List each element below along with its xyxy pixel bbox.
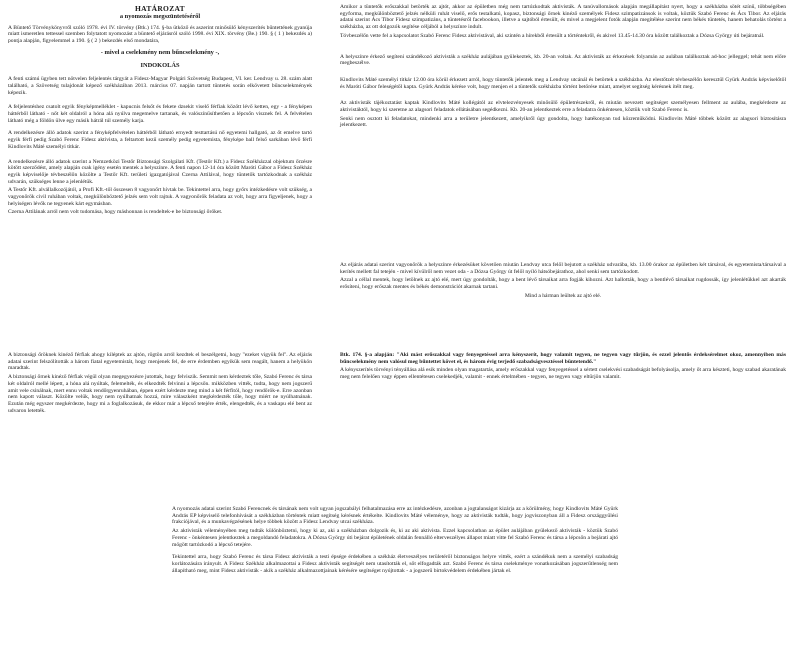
paragraph: A rendelkezésre álló adatok szerint a Nemzetközi Testőr Biztonsági Szolgálati Kft. (Testőr Kft.) a Fidesz Székházzal objektum őrzésre kötött szerződést, amely alapján csak igény esetén mentek a helyszínre. A fenti napon 12-14 óra között Maróti Gábor a Fidesz Székház egyik képviselője tévbeszélőn közölte a Testőr Kft. területi igazgatójával Czerna Attilával, hogy tüntetők tartózkodnak a székház udvarán, szükséges lenne a jelenlétük.	[8, 158, 312, 185]
paragraph: Senki nem osztott ki feladatokat, mindenki arra a területre jelentkezett, amelyikről úgy gondolta, hogy hatékonyan tud közreműködni. Kindlovits Máté többek között az alagsori biztosításra jelentkezett.	[340, 115, 786, 129]
left-mid-block	[8, 352, 312, 416]
decision-ground: - mivel a cselekmény nem bűncselekmény -,	[100, 48, 220, 56]
decision-intro: A Büntető Törvénykönyvről szóló 1978. évi IV. törvény (Btk.) 174. §-ba ütköző és aszerint minősülő kényszerítés bűntettének gyanúja miatt ismeretlen tettessel szemben folytatott nyomozást a büntető eljárásról szóló 1998. évi XIX. törvény (Be.) 190. § ( 1 ) bekezdés a) pontja alapján, figyelemmel a 190. § ( 2 ) bekezdés első mondatára,	[8, 24, 312, 45]
paragraph: Czerna Attilának arról nem volt tudomása, hogy máshonnan is rendeltek-e be biztonsági őröket.	[8, 209, 223, 216]
paragraph: A biztonsági őrnek kinéző férfiak végül olyan megegyezésre jutottak, hogy felviszik. Semmit nem kérdeztek tőle, Szabó Ferenc és társa két oldalról mellé lépett, a hóna alá nyúltak, felemelték, és elkezdték felvinni a lépcsőn. mikközben vitték, tudta, hogy nem jogszerű amit vele csinálnak, mert ennu voltak rendőrgyenruhában, éppen ezért kérdezte meg mind a két férfitól, hogy rendőrök-e. Erre azonban nem kapott választ. Közölte velük, hogy nem nyúlhatnak hozzá, mire válaszként megkérdezték tőle, hogy miért ne nyúlhatnának. Ezután még egyszer megkérdezte, hogy mi a foglalkozásuk, de ekkor már a lépcső tetejére érték, elengedték, és a vaskapu elé bent az udvaron letették.	[8, 374, 312, 414]
paragraph: Amikor a tüntetők erőszakkal betörték az ajtót, akkor az épületben még nem tartózkodtak aktivisták. A tanúvallomások alapján megállapítást nyert, hogy a székházba sötét színű, többségében egyforma, megkülönböztető jelzés nélküli ruhát viselő, erős testalkatú, kopasz, biztonsági őrnek kinéző személyek Fidesz szimpatizánsok is voltak, köztük Szabó Ferenc és Ács Tibor. Az eljárás adatai szerint Ács Tibor Fidesz szimpatizáns, a tüntetésről facebookon, illetve a sajtóból értesült, és mivel a megjelent fotók alapján megítélése szerint nem békés tüntetés, hanem behatolás történt a székházba, az ott dolgozók segítése céljából a helyszínre indult.	[340, 4, 786, 31]
paragraph: A feljelentéshez csatolt egyik fényképmelléklet - kapucnis felsőt és fekete dzsekit viselő férfiak között lévő ketten, egy - a fényképen háttérből látható - nőt két oldalról a hóna alá nyúlva megemelve tartanak, és valószínűsíthetően a lépcsőn visznek fel. A felvételen látható még a földön ülve egy másik hátrál túl személy karja.	[8, 104, 312, 124]
paragraph: A fenti számú ügyben tett nötvelen feljelentés tárgyát a Fidesz-Magyar Polgári Szövetség Budapest, VI. ker. Lendvay u. 28. szám alatt található, a Szövetség tulajdonát képező székházában 2013. március 07. napján tartott tüntetés során elkövetett bűncselekmények képezik.	[8, 76, 312, 96]
paragraph: Kindlovits Máté személyi titkár 12.00 óra körül érkezett arról, hogy tüntetők jelentek meg a Lendvay utcánál és betörtek a székházba. Az elestőtzét tévbeszélőn keresztül Gyürk András képviselőtől és Maróti Gábor feleségétől kapta. Gyürk András kérése volt, hogy menjen el a tüntetők székházba történt betörése miatt, amelyet segítség kérésnek ítélt meg.	[340, 76, 786, 90]
law-quote: Btk. 174. §-a alapján: "Aki mást erőszakkal vagy fenyegetéssel arra kényszerít, hogy valamit tegyen, ne tegyen vagy tűrjön, és ezzel jelentős érdeksérelmet okoz, amennyiben más bűncselekmény nem valósul meg bűntettet követ el, és három évig terjedő szabadságvesztéssel büntetendő."	[340, 352, 786, 365]
section-heading-indokolas: INDOKOLÁS	[140, 62, 180, 70]
right-quote-block	[340, 352, 786, 383]
paragraph: A biztonsági őröknek kinéző férfiak ahogy kiléptek az ajtón, rögtön arról kezdtek el beszélgetni, hogy "ezeket vigyük fel". Az eljárás adatai szerint felszólították a három fiatal egyetemistát, hogy menjenek fel, de erre érdemben egyikük sem reagált, hanem a helyükön maradtak.	[8, 352, 312, 372]
bottom-block	[172, 506, 618, 576]
paragraph: Tekintettel arra, hogy Szabó Ferenc és társa Fidesz aktivisták a testi épsége érdekében a székház életveszélyes területéről biztonságos helyre vitték, ezért a szándékuk nem a személyi szabadság korlátozására irányult. A Fidesz Székház alkalmazottai a Fidesz aktivisták segítségét nem utasították el, sőt elfogadták azt. Szabó Ferenc és társa cselekménye vonatkozásában jogszerűtlenség nem állapítható meg, mint Fidesz aktivisták - akik a székház alkalmazottjainak kérésére segítséget nyújtottak - a jogszerű birtokvédelem érdekében jártak el.	[172, 554, 618, 574]
right-mid-block	[340, 262, 786, 302]
paragraph: A rendelkezésre álló adatok szerint a fényképfelvételen háttérből látható ernyedt testtartású nő egyetemi hallgató, az őt emelve tartó egyik férfi pedig Szabó Ferenc Fidesz aktivista, a feltartott kezű személy pedig egyetemista, fényképe ball felső sarkában lévő férfi Kindlovits Máté személyi titkár.	[8, 130, 312, 150]
right-top-block	[340, 4, 786, 131]
document-subtitle: a nyomozás megszüntetéséről	[119, 13, 201, 20]
paragraph: Az eljárás adatai szerint vagyonőrök a helyszínre érkezésüket követően miután Lendvay utca felől bejutott a székház udvarába, kb. 13.00 órakor az épületben két társával, és egyetemista/társaival a kerítés mellett fal tetején - mivel kívülről nem vezet oda - a Dózsa György út felől nyíló hátsóbejárathoz, ahol senki sem tartózkodott.	[340, 262, 786, 275]
paragraph: Azzal a céllal mentek, hogy letölnek az ajtó elé, mert úgy gondolták, hogy a bent lévő társaikat arra fogják kihozni. Azt hallották, hogy a bentlévő társaikat rugdossák, így jelenlétükkel azt akarták erősíteni, hogy erőszak mentes és békés demonstrációt akarnak tartani.	[340, 277, 786, 291]
paragraph: Az aktivisták véleményében meg tudták különböztetni, hogy ki az, aki a székházban dolgozik és, ki az aki aktivista. Ezzel kapcsolatban az épület aulájában gyülekező aktivisták - köztük Szabó Ferenc - önkéntesen jelentkeztek a megoldandó feladatokra. A Dózsa György úti bejárat épületének oldalán fennálló elterveszélyes állapot miatt vitte fel Szabó Ferenc és társa a lépcsőn a bejárati ajtó mögött tartózkodó a lépcső tetejére.	[172, 528, 618, 548]
paragraph: Tóvbeszélőn vette fel a kapcsolatot Szabó Ferenc Fidesz aktivistával, aki szintén a hírekből értesült a történtekről, és akivel 13.45-14.30 óra között találkoztak a Dózsa György úti bejáratnál.	[340, 32, 765, 39]
paragraph: Az aktivisták tájékoztatást kaptak Kindlovits Máté kollégától az elvtelezvényesek minősülő épületrészekről, és miután nevezett segítséget személyesen fellment az aulába, megkérdezte az aktivistáktól, hogy ki szeretne az alagsori feladatok ellátásában segédkezni. Kb. 20-an jelentkeztek erre a feladatra önkéntesen, köztük volt Szabó Ferenc is.	[340, 100, 786, 114]
paragraph: A helyszínre érkező segíteni szándékozó aktivisták a székház aulájában gyülekeztek, kb. 20-an voltak. Az aktivisták az érkezések folyamán az aulában találkoztak ad-hoc jelleggel; tehát nem előre megbeszélve.	[340, 53, 786, 67]
document-title: HATÁROZAT	[135, 4, 185, 13]
left-top-block	[8, 4, 312, 218]
paragraph: A nyomozás adatai szerint Szabó Ferencnek és társának nem volt ugyan jogszabályi felhatalmazása erre az intézkedésre, azonban a jogtalanságot kizárja az a körülmény, hogy Kindlovits Máté Gyürk András EP képviselő telefonhívását a székházban történtek miatt segítség kérésnek értékelte. Kindlovits Máté véleménye, hogy az aktivisták tudták, hogy jogviszonyban áll a Fidesz országgyűlési frakciójával, és a munkavégzésének helye többek között a Fidesz Lendvay utcai székháza.	[172, 506, 618, 526]
law-explanation: A kényszerítés törvényi tényállása alá esik minden olyan magatartás, amely erőszakkal vagy fenyegetéssel a sértett cselekvési szabadságát befolyásolja, amely őt arra készteti, hogy szabad akaratának meg nem felelően vagy éppen ellentétesen cselekedjék, valamit - ennek értelmében - tegyen, ne tegyen vagy eltűrjön valamit.	[340, 367, 786, 381]
paragraph: A Testőr Kft. alvállalkozójától, a Profi Kft.-től összesen 8 vagyonőrt hívtak be. Tekintettel arra, hogy győrs intézkedésre volt szükség, a vagyonőrök civil ruhában voltak, megkülönböztető jelzés sem volt rajtuk. A vagyonőrök feladata az volt, hogy arra figyeljenek, hogy a helyiségen lévők ne tegyenek kárt egymásban.	[8, 187, 312, 207]
paragraph: Mind a hárman leültek az ajtó elé.	[524, 292, 602, 299]
